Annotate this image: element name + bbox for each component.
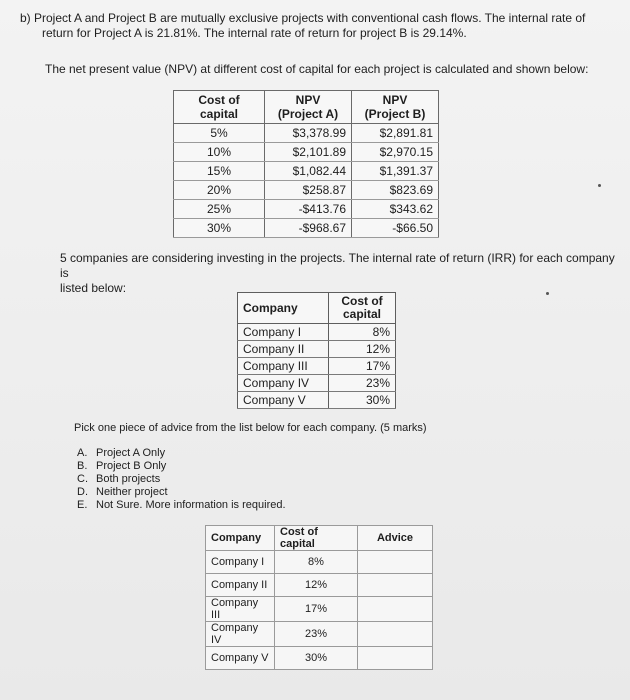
advice-cost-cell: 30% (275, 647, 358, 670)
intro-line-2: return for Project A is 21.81%. The internal rate of return for project B is 29.14%. (42, 26, 467, 40)
npv-b-cell: $2,891.81 (352, 124, 439, 143)
advice-header-cost: Cost of capital (275, 526, 358, 551)
npv-b-cell: $2,970.15 (352, 143, 439, 162)
list-item (77, 460, 286, 473)
npv-header-project-a (265, 91, 352, 124)
stray-mark (546, 292, 549, 295)
option-key: D. (77, 486, 88, 498)
list-item (77, 486, 286, 499)
company-table (237, 292, 396, 409)
npv-a-cell: $3,378.99 (265, 124, 352, 143)
table-row (206, 622, 433, 647)
table-row (238, 324, 396, 341)
company-name-cell: Company V (238, 392, 329, 409)
option-text: Both projects (96, 473, 161, 485)
advice-cost-cell: 23% (275, 622, 358, 647)
advice-company-cell: Company IV (206, 622, 275, 647)
company-header-cost (329, 293, 396, 324)
npv-header-project-b (352, 91, 439, 124)
company-name-cell: Company II (238, 341, 329, 358)
advice-input-cell[interactable] (358, 622, 433, 647)
company-header-cost-line1: Cost of (341, 294, 383, 308)
npv-header-b-line2: (Project B) (364, 107, 426, 121)
intro-line-1: b) Project A and Project B are mutually exclusive projects with conventional cash flows. The internal rate of (20, 11, 586, 25)
npv-header-b-line1: NPV (382, 93, 408, 107)
list-item (77, 499, 286, 512)
option-key: E. (77, 499, 88, 511)
table-row (174, 143, 439, 162)
table-row (174, 162, 439, 181)
npv-a-cell: $1,082.44 (265, 162, 352, 181)
npv-cost-cell: 15% (174, 162, 265, 181)
npv-header-cost: Cost of capital (174, 91, 265, 124)
company-header-row (238, 293, 396, 324)
list-item (77, 447, 286, 460)
table-row (174, 181, 439, 200)
table-row (174, 219, 439, 238)
option-key: B. (77, 460, 88, 472)
advice-input-cell[interactable] (358, 574, 433, 597)
advice-company-cell: Company V (206, 647, 275, 670)
company-name-cell: Company III (238, 358, 329, 375)
npv-cost-cell: 25% (174, 200, 265, 219)
company-cost-cell: 17% (329, 358, 396, 375)
company-cost-cell: 8% (329, 324, 396, 341)
table-row (238, 392, 396, 409)
option-text: Project A Only (96, 447, 166, 459)
npv-header-row (174, 91, 439, 124)
option-key: C. (77, 473, 88, 485)
stray-mark (598, 184, 601, 187)
company-name-cell: Company I (238, 324, 329, 341)
option-key: A. (77, 447, 88, 459)
advice-company-cell: Company II (206, 574, 275, 597)
npv-cost-cell: 20% (174, 181, 265, 200)
advice-company-cell: Company III (206, 597, 275, 622)
npv-header-a-line2: (Project A) (277, 107, 339, 121)
advice-table (205, 525, 433, 670)
advice-input-cell[interactable] (358, 551, 433, 574)
npv-b-cell: $343.62 (352, 200, 439, 219)
option-text: Not Sure. More information is required. (96, 499, 286, 511)
advice-cost-cell: 8% (275, 551, 358, 574)
npv-a-cell: -$968.67 (265, 219, 352, 238)
companies-intro-line-2: listed below: (60, 281, 127, 295)
option-text: Neither project (96, 486, 168, 498)
company-cost-cell: 30% (329, 392, 396, 409)
npv-table (173, 90, 439, 238)
npv-intro-text: The net present value (NPV) at different cost of capital for each project is calculated and shown below: (45, 62, 589, 76)
table-row (238, 375, 396, 392)
advice-input-cell[interactable] (358, 597, 433, 622)
company-cost-cell: 12% (329, 341, 396, 358)
option-text: Project B Only (96, 460, 167, 472)
companies-intro (60, 251, 620, 296)
npv-cost-cell: 10% (174, 143, 265, 162)
npv-cost-cell: 30% (174, 219, 265, 238)
company-cost-cell: 23% (329, 375, 396, 392)
advice-company-cell: Company I (206, 551, 275, 574)
npv-b-cell: $823.69 (352, 181, 439, 200)
table-row (206, 551, 433, 574)
npv-header-a-line1: NPV (295, 93, 321, 107)
npv-cost-cell: 5% (174, 124, 265, 143)
table-row (174, 124, 439, 143)
npv-a-cell: -$413.76 (265, 200, 352, 219)
advice-header-row (206, 526, 433, 551)
companies-intro-line-1: 5 companies are considering investing in the projects. The internal rate of return (IRR) for each company is (60, 251, 615, 280)
advice-cost-cell: 17% (275, 597, 358, 622)
company-header-name: Company (238, 293, 329, 324)
advice-header-advice: Advice (358, 526, 433, 551)
advice-options-list (77, 447, 286, 512)
npv-b-cell: $1,391.37 (352, 162, 439, 181)
table-row (206, 574, 433, 597)
table-row (174, 200, 439, 219)
question-intro (20, 11, 620, 41)
table-row (238, 341, 396, 358)
company-name-cell: Company IV (238, 375, 329, 392)
advice-header-company: Company (206, 526, 275, 551)
table-row (206, 647, 433, 670)
list-item (77, 473, 286, 486)
npv-a-cell: $258.87 (265, 181, 352, 200)
table-row (238, 358, 396, 375)
npv-a-cell: $2,101.89 (265, 143, 352, 162)
pick-advice-text: Pick one piece of advice from the list below for each company. (5 marks) (74, 422, 427, 434)
npv-b-cell: -$66.50 (352, 219, 439, 238)
company-header-cost-line2: capital (342, 307, 381, 321)
advice-input-cell[interactable] (358, 647, 433, 670)
advice-cost-cell: 12% (275, 574, 358, 597)
table-row (206, 597, 433, 622)
